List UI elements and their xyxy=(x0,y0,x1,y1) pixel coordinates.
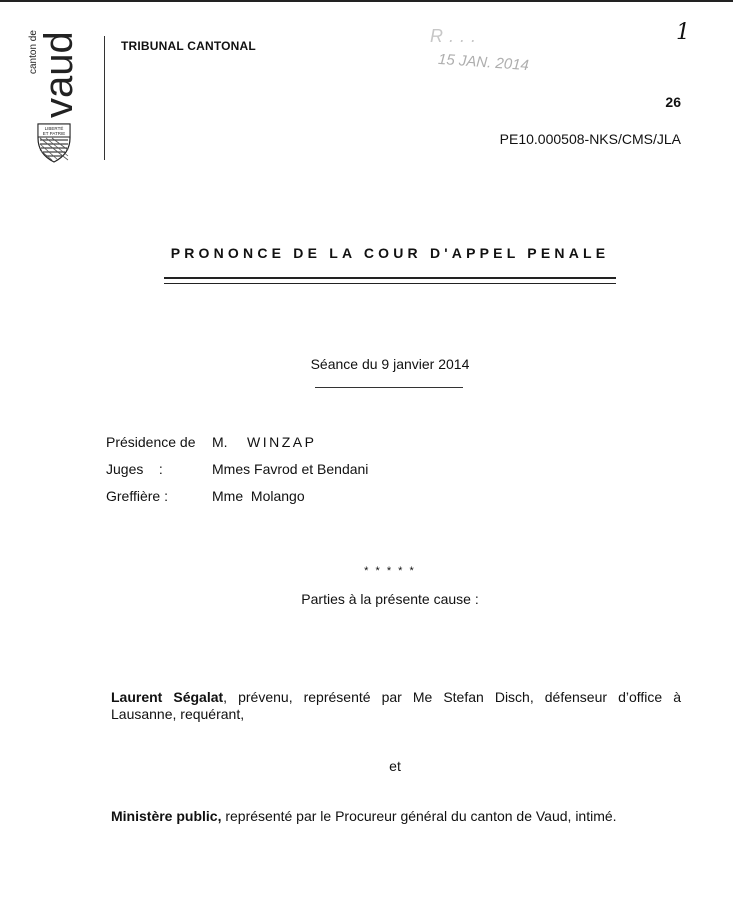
seance-date: Séance du 9 janvier 2014 xyxy=(310,356,470,372)
title-underline xyxy=(164,277,616,284)
stamp-date: 15 JAN. 2014 xyxy=(437,50,530,75)
header-divider xyxy=(104,36,105,160)
institution-name: TRIBUNAL CANTONAL xyxy=(121,39,256,53)
canton-de-vaud-logo-icon xyxy=(28,26,84,166)
composition-label: Présidence de xyxy=(106,434,196,450)
received-stamp xyxy=(430,26,540,86)
parties-heading: Parties à la présente cause : xyxy=(301,591,479,607)
page-number: 26 xyxy=(665,94,681,110)
composition-label: Juges : xyxy=(106,461,163,477)
stamp-text: R... xyxy=(430,26,483,46)
svg-text:ET PATRIE: ET PATRIE xyxy=(42,131,66,136)
logo-canton-text: canton de xyxy=(28,30,39,74)
handwritten-page-mark: 1 xyxy=(676,20,690,45)
composition-value: Mme Molango xyxy=(212,488,305,504)
party-appellant-name: Laurent Ségalat xyxy=(111,689,224,705)
party-respondent: Ministère public, représenté par le Procureur général du canton de Vaud, intimé. xyxy=(111,808,617,824)
logo-vaud-text: vaud xyxy=(37,31,81,118)
composition-label: Greffière : xyxy=(106,488,168,504)
conjunction: et xyxy=(389,758,401,774)
svg-text:LIBERTÉ: LIBERTÉ xyxy=(44,126,64,131)
composition-value: Mmes Favrod et Bendani xyxy=(212,461,369,477)
case-reference: PE10.000508-NKS/CMS/JLA xyxy=(499,131,681,147)
top-border xyxy=(0,0,733,2)
document-title: PRONONCE DE LA COUR D'APPEL PENALE xyxy=(170,245,610,261)
composition-value: M. WINZAP xyxy=(212,434,317,450)
seance-underline xyxy=(315,387,463,388)
section-separator: * * * * * xyxy=(364,565,416,577)
party-respondent-name: Ministère public, xyxy=(111,808,222,824)
party-appellant: Laurent Ségalat, prévenu, représenté par Me Stefan Disch, défenseur d’office à Lausanne, requérant, xyxy=(111,689,681,722)
